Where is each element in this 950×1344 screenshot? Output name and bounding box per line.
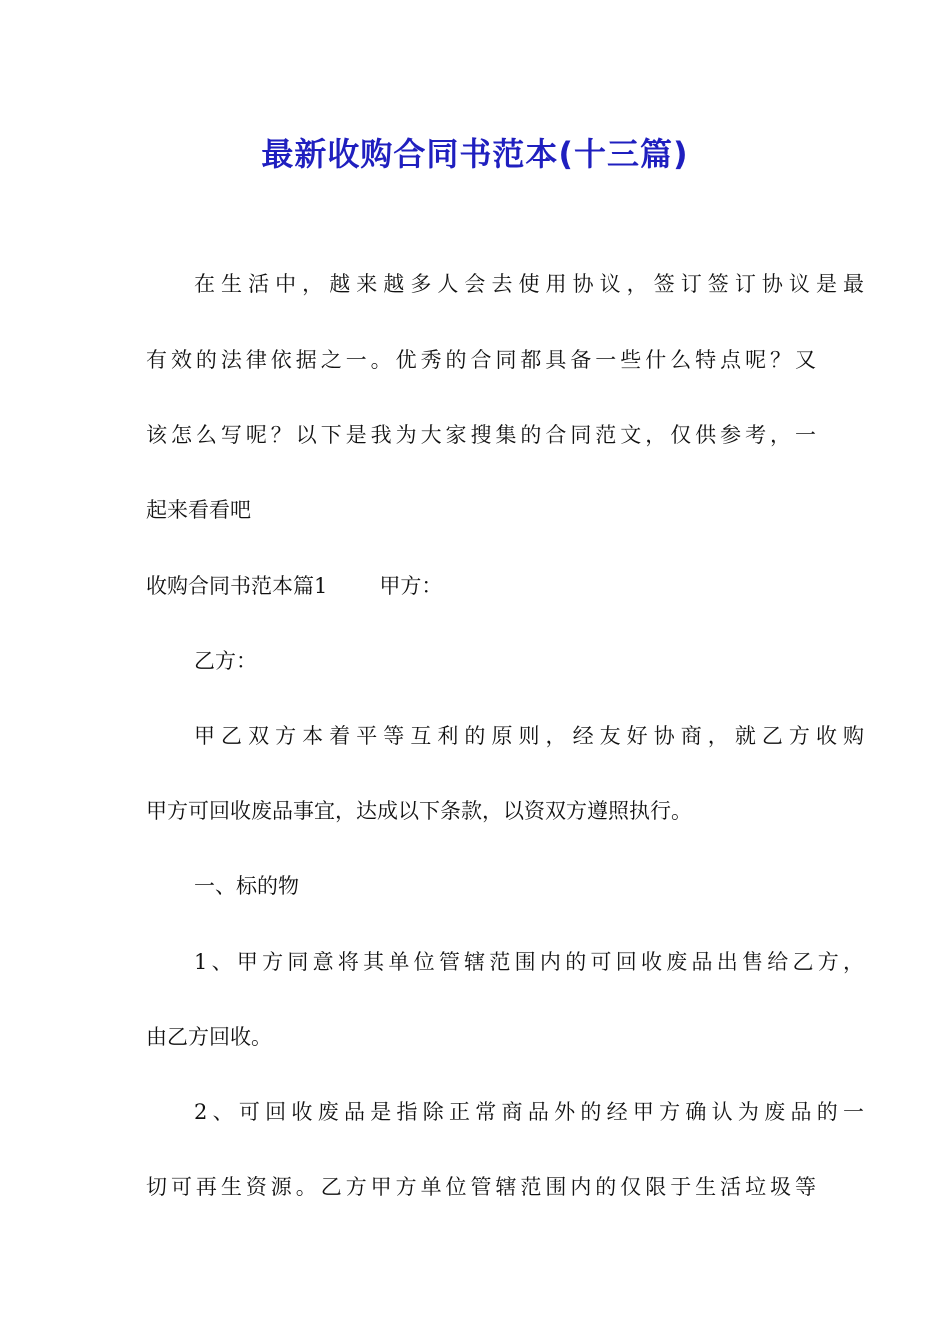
body-line-6: 2、可回收废品是指除正常商品外的经甲方确认为废品的一 bbox=[194, 1100, 864, 1124]
body-line-2: 甲方可回收废品事宜，达成以下条款，以资双方遵照执行。 bbox=[146, 799, 692, 823]
party-b-label: 乙方： bbox=[194, 649, 257, 673]
body-line-7: 切可再生资源。乙方甲方单位管辖范围内的仅限于生活垃圾等 bbox=[146, 1175, 816, 1199]
body-line-4: 1、甲方同意将其单位管辖范围内的可回收废品出售给乙方， bbox=[194, 950, 864, 974]
party-a-label: 甲方： bbox=[379, 574, 443, 598]
intro-line-3: 该怎么写呢？以下是我为大家搜集的合同范文，仅供参考，一 bbox=[146, 423, 816, 447]
section-heading: 收购合同书范本篇1 bbox=[146, 574, 328, 598]
intro-line-2: 有效的法律依据之一。优秀的合同都具备一些什么特点呢？又 bbox=[146, 348, 816, 372]
document-title: 最新收购合同书范本(十三篇) bbox=[261, 135, 689, 173]
intro-line-1: 在生活中，越来越多人会去使用协议，签订签订协议是最 bbox=[194, 272, 864, 296]
intro-line-4: 起来看看吧 bbox=[146, 498, 251, 522]
body-line-1: 甲乙双方本着平等互利的原则，经友好协商，就乙方收购 bbox=[194, 724, 864, 748]
section-heading-row bbox=[146, 566, 816, 606]
clause-heading-1: 一、标的物 bbox=[194, 874, 299, 898]
body-line-5: 由乙方回收。 bbox=[146, 1025, 272, 1049]
